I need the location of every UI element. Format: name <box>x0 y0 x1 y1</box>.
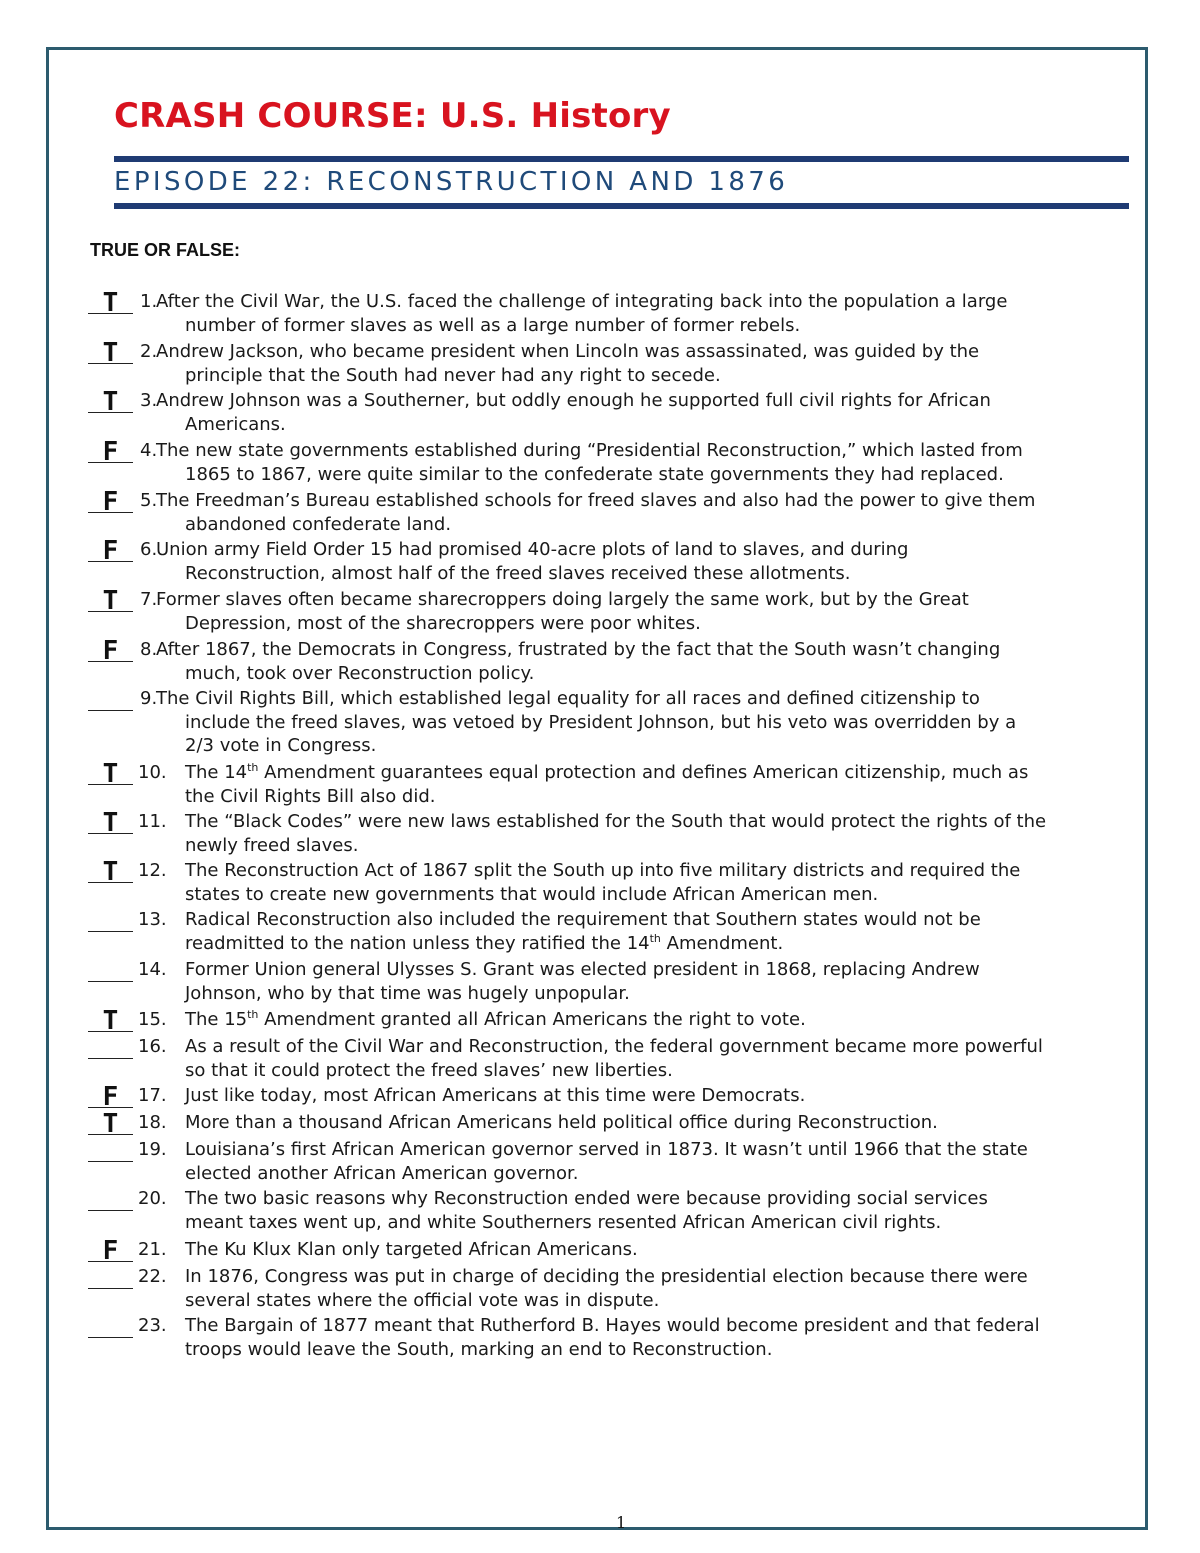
question-text-line: In 1876, Congress was put in charge of deciding the presidential election because there were <box>185 1266 1028 1287</box>
question-number: 1. <box>140 291 158 312</box>
question-item <box>88 1265 1148 1312</box>
answer-blank[interactable]: T <box>88 862 133 883</box>
question-item <box>88 439 1148 486</box>
question-item <box>88 908 1148 955</box>
question-number: 18. <box>138 1112 167 1133</box>
question-number: 2. <box>140 341 158 362</box>
question-text-line: As a result of the Civil War and Reconstruction, the federal government became more powerful <box>185 1036 1043 1057</box>
question-item <box>88 958 1148 1005</box>
question-text-line: meant taxes went up, and white Southerners resented African American civil rights. <box>185 1211 942 1233</box>
question-text-line: The new state governments established during “Presidential Reconstruction,” which lasted from <box>156 440 1023 461</box>
question-item <box>88 389 1148 436</box>
page-title: CRASH COURSE: U.S. History <box>114 96 671 136</box>
question-text-line: The Bargain of 1877 meant that Rutherford B. Hayes would become president and that federal <box>185 1315 1040 1336</box>
answer-blank[interactable]: F <box>88 492 133 513</box>
question-item <box>88 1314 1148 1361</box>
question-text-line: 2/3 vote in Congress. <box>185 735 377 756</box>
question-number: 5. <box>140 490 158 511</box>
answer-blank[interactable]: F <box>88 641 133 662</box>
question-number: 9. <box>140 688 158 709</box>
question-text-line: Radical Reconstruction also included the requirement that Southern states would not be <box>185 909 981 930</box>
question-text-line: number of former slaves as well as a large number of former rebels. <box>185 314 801 336</box>
question-text-line: 1865 to 1867, were quite similar to the confederate state governments they had replaced. <box>185 463 1004 485</box>
question-item <box>88 859 1148 906</box>
question-text-line: After the Civil War, the U.S. faced the challenge of integrating back into the population a large <box>156 291 1008 312</box>
question-item <box>88 538 1148 585</box>
question-text-line: much, took over Reconstruction policy. <box>185 662 535 684</box>
question-text-line: troops would leave the South, marking an end to Reconstruction. <box>185 1338 773 1360</box>
answer-blank[interactable]: T <box>88 591 133 612</box>
question-number: 7. <box>140 589 158 610</box>
question-item <box>88 340 1148 387</box>
answer-blank[interactable]: T <box>88 764 133 785</box>
question-text-line: the Civil Rights Bill also did. <box>185 785 436 807</box>
question-text-line: readmitted to the nation unless they ratified the 14th Amendment. <box>185 931 784 954</box>
question-text-line: several states where the official vote was in dispute. <box>185 1289 660 1311</box>
question-item <box>88 290 1148 337</box>
question-item <box>88 588 1148 635</box>
question-item <box>88 761 1148 808</box>
question-text-line: The Freedman’s Bureau established schools for freed slaves and also had the power to give them <box>156 490 1036 511</box>
question-text-line: Johnson, who by that time was hugely unpopular. <box>185 982 630 1004</box>
question-item <box>88 1035 1148 1082</box>
question-number: 23. <box>138 1315 167 1336</box>
answer-blank[interactable]: F <box>88 541 133 562</box>
question-text-line: The two basic reasons why Reconstruction ended were because providing social services <box>185 1188 988 1209</box>
question-number: 12. <box>138 860 167 881</box>
question-text-line: Depression, most of the sharecroppers were poor whites. <box>185 612 701 634</box>
question-text-line: so that it could protect the freed slaves’ new liberties. <box>185 1059 673 1081</box>
question-number: 19. <box>138 1139 167 1160</box>
title-rule-top <box>114 156 1129 162</box>
question-text-line: abandoned confederate land. <box>185 513 452 535</box>
question-number: 10. <box>138 762 167 783</box>
question-text-line: Union army Field Order 15 had promised 40-acre plots of land to slaves, and during <box>156 539 909 560</box>
answer-blank[interactable] <box>88 1038 133 1059</box>
question-number: 16. <box>138 1036 167 1057</box>
question-text-line: Andrew Johnson was a Southerner, but oddly enough he supported full civil rights for African <box>156 390 991 411</box>
answer-blank[interactable] <box>88 911 133 932</box>
answer-blank[interactable] <box>88 1190 133 1211</box>
section-heading: TRUE OR FALSE: <box>90 240 241 260</box>
question-number: 11. <box>138 811 167 832</box>
answer-blank[interactable]: T <box>88 293 133 314</box>
page-number: 1 <box>616 1513 627 1532</box>
question-item <box>88 687 1148 758</box>
question-text-line: The Civil Rights Bill, which established legal equality for all races and defined citizenship to <box>156 688 980 709</box>
answer-blank[interactable] <box>88 1268 133 1289</box>
answer-blank[interactable]: T <box>88 813 133 834</box>
question-number: 20. <box>138 1188 167 1209</box>
answer-blank[interactable] <box>88 690 133 711</box>
question-text-line: Louisiana’s first African American governor served in 1873. It wasn’t until 1966 that the state <box>185 1139 1028 1160</box>
question-text-line: Andrew Jackson, who became president when Lincoln was assassinated, was guided by the <box>156 341 980 362</box>
question-text-line: elected another African American governor. <box>185 1162 579 1184</box>
question-item <box>88 1109 1148 1139</box>
question-item <box>88 810 1148 857</box>
answer-blank[interactable] <box>88 1317 133 1338</box>
question-text-line: The Reconstruction Act of 1867 split the South up into five military districts and required the <box>185 860 1021 881</box>
answer-blank[interactable]: T <box>88 1011 133 1032</box>
question-text-line: principle that the South had never had any right to secede. <box>185 364 721 386</box>
question-item <box>88 489 1148 536</box>
question-number: 22. <box>138 1266 167 1287</box>
episode-title: EPISODE 22: RECONSTRUCTION AND 1876 <box>114 167 789 197</box>
question-item <box>88 1236 1148 1266</box>
question-number: 17. <box>138 1085 167 1106</box>
question-number: 14. <box>138 959 167 980</box>
title-rule-bottom <box>114 203 1129 209</box>
answer-blank[interactable]: T <box>88 1114 133 1135</box>
question-text-line: The Ku Klux Klan only targeted African Americans. <box>185 1239 638 1260</box>
question-number: 13. <box>138 909 167 930</box>
answer-blank[interactable] <box>88 961 133 982</box>
question-text-line: The 14th Amendment guarantees equal protection and defines American citizenship, much as <box>185 761 1029 783</box>
question-text-line: More than a thousand African Americans held political office during Reconstruction. <box>185 1112 938 1133</box>
question-item <box>88 638 1148 685</box>
question-text-line: include the freed slaves, was vetoed by President Johnson, but his veto was overridden by a <box>185 711 1017 733</box>
question-text-line: Reconstruction, almost half of the freed slaves received these allotments. <box>185 562 851 584</box>
question-number: 15. <box>138 1009 167 1030</box>
question-item <box>88 1082 1148 1112</box>
question-text-line: Just like today, most African Americans at this time were Democrats. <box>185 1085 806 1106</box>
question-text-line: Former Union general Ulysses S. Grant was elected president in 1868, replacing Andrew <box>185 959 980 980</box>
question-text-line: Former slaves often became sharecroppers doing largely the same work, but by the Great <box>156 589 969 610</box>
question-text-line: states to create new governments that would include African American men. <box>185 883 879 905</box>
question-text-line: After 1867, the Democrats in Congress, frustrated by the fact that the South wasn’t changing <box>156 639 1001 660</box>
question-number: 8. <box>140 639 158 660</box>
question-number: 6. <box>140 539 158 560</box>
question-text-line: Americans. <box>185 413 286 435</box>
answer-blank[interactable]: F <box>88 1241 133 1262</box>
question-item <box>88 1138 1148 1185</box>
question-number: 3. <box>140 390 158 411</box>
question-number: 21. <box>138 1239 167 1260</box>
question-item <box>88 1187 1148 1234</box>
answer-blank[interactable]: T <box>88 392 133 413</box>
question-text-line: The “Black Codes” were new laws established for the South that would protect the rights of the <box>185 811 1047 832</box>
question-item <box>88 1006 1148 1036</box>
question-number: 4. <box>140 440 158 461</box>
answer-blank[interactable]: T <box>88 343 133 364</box>
answer-blank[interactable]: F <box>88 1087 133 1108</box>
answer-blank[interactable] <box>88 1141 133 1162</box>
answer-blank[interactable]: F <box>88 442 133 463</box>
question-text-line: The 15th Amendment granted all African Americans the right to vote. <box>185 1008 806 1030</box>
question-text-line: newly freed slaves. <box>185 834 359 856</box>
